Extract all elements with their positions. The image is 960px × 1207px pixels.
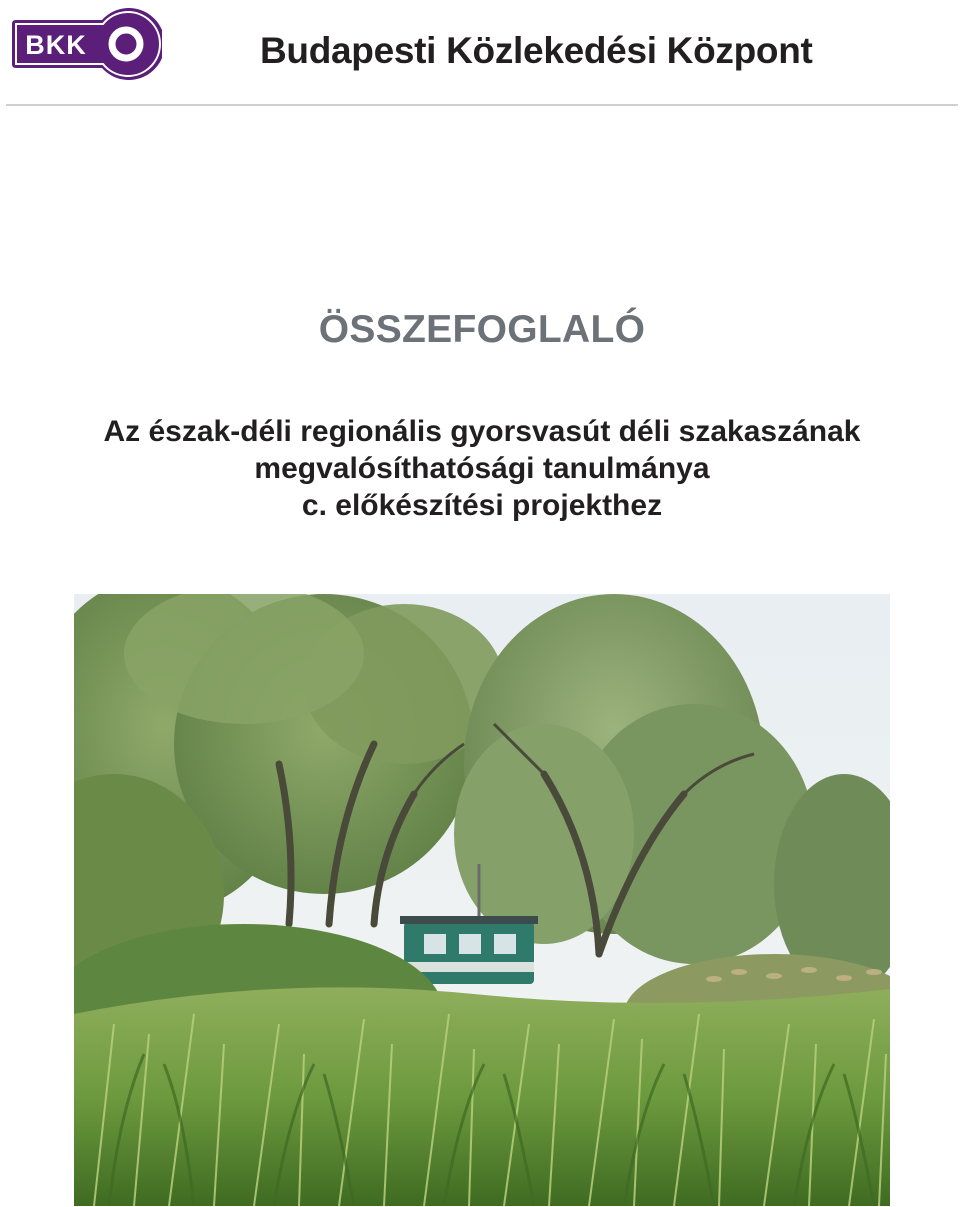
header-divider	[6, 104, 958, 106]
document-title-line: megvalósíthatósági tanulmánya	[254, 452, 710, 485]
document-kind-heading: ÖSSZEFOGLALÓ	[318, 308, 646, 351]
cover-photo	[74, 594, 890, 1206]
bkk-logo	[6, 8, 162, 80]
logo-lettering: BKK	[25, 30, 87, 60]
document-title	[0, 413, 960, 524]
document-title-line: Az észak-déli regionális gyorsvasút déli szakaszának	[103, 415, 861, 448]
landscape-illustration	[74, 594, 890, 1206]
organization-name: Budapesti Közlekedési Központ	[260, 30, 813, 71]
document-title-line: c. előkészítési projekthez	[301, 489, 663, 522]
page-header	[0, 0, 960, 106]
